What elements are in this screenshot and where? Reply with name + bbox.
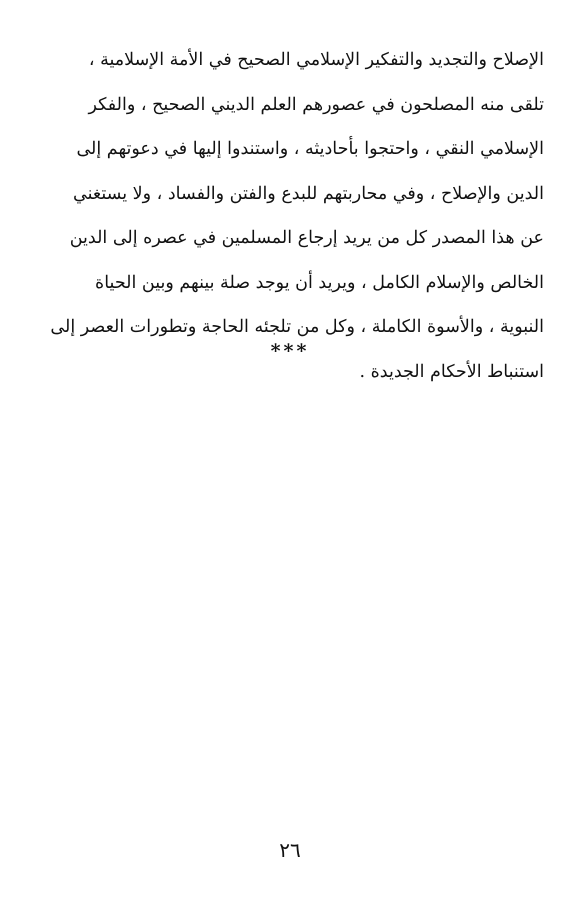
text-line: الإصلاح والتجديد والتفكير الإسلامي الصحيح في الأمة الإسلامية ، [88, 50, 544, 70]
text-line: استنباط الأحكام الجديدة . [359, 361, 544, 382]
text-line: النبوية ، والأسوة الكاملة ، وكل من تلجئه الحاجة وتطورات العصر إلى [50, 317, 544, 337]
page-number: ٢٦ [279, 838, 301, 862]
text-line: الدين والإصلاح ، وفي محاربتهم للبدع والفتن والفساد ، ولا يستغني [73, 183, 544, 204]
text-line: الخالص والإسلام الكامل ، ويريد أن يوجد صلة بينهم وبين الحياة [95, 272, 544, 293]
text-line: الإسلامي النقي ، واحتجوا بأحاديثه ، واستندوا إليها في دعوتهم إلى [76, 139, 544, 159]
section-separator-ornament: *** [270, 340, 310, 362]
text-line: عن هذا المصدر كل من يريد إرجاع المسلمين في عصره إلى الدين [69, 228, 544, 248]
text-line: تلقى منه المصلحون في عصورهم العلم الديني الصحيح ، والفكر [88, 94, 544, 115]
